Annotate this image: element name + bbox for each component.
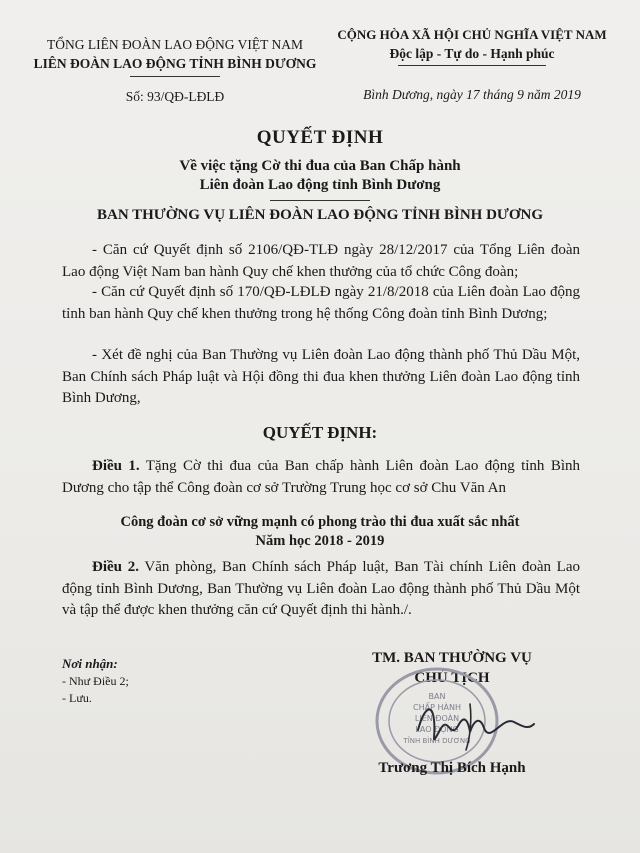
signer-name: Trương Thị Bích Hạnh <box>378 760 526 776</box>
subject-line-2: Liên đoàn Lao động tỉnh Bình Dương <box>199 177 441 193</box>
issuing-authority: BAN THƯỜNG VỤ LIÊN ĐOÀN LAO ĐỘNG TỈNH BÌNH DƯƠNG <box>96 207 544 223</box>
signature-position: CHỦ TỊCH <box>414 670 490 686</box>
seal-line: CHẤP HÀNH <box>413 703 461 712</box>
article-1-text: Tặng Cờ thi đua của Ban chấp hành Liên đoàn Lao động tỉnh Bình Dương cho tập thể Công đoàn cơ sở Trường Trung học cơ sở Chu Văn An <box>62 458 580 496</box>
recipient-item: - Lưu. <box>62 691 92 705</box>
title-underline <box>270 200 370 201</box>
subject-line-1: Về việc tặng Cờ thi đua của Ban Chấp hành <box>179 158 461 174</box>
place-date: Bình Dương, ngày 17 tháng 9 năm 2019 <box>363 87 581 102</box>
article-2-text: Văn phòng, Ban Chính sách Pháp luật, Ban Tài chính Liên đoàn Lao động tỉnh Bình Dương, Ban Thường vụ Liên đoàn Lao động thành phố Thủ Dầu Một và tập thể được khen thưởng căn cứ Quyết định thi hành./. <box>62 559 580 618</box>
article-2-label: Điều 2. <box>92 559 139 575</box>
recipient-item: - Như Điều 2; <box>62 674 129 688</box>
signature-on-behalf: TM. BAN THƯỜNG VỤ <box>372 650 532 666</box>
basis-2: - Căn cứ Quyết định số 170/QĐ-LĐLĐ ngày 21/8/2018 của Liên đoàn Lao động tỉnh ban hành Quy chế khen thưởng trong hệ thống Công đoàn tỉnh Bình Dương; <box>62 284 580 322</box>
seal-line: LIÊN ĐOÀN <box>414 714 460 723</box>
org-underline <box>130 76 220 77</box>
seal-line: TỈNH BÌNH DƯƠNG <box>403 737 471 745</box>
org-parent: TỔNG LIÊN ĐOÀN LAO ĐỘNG VIỆT NAM <box>47 37 303 52</box>
org-name: LIÊN ĐOÀN LAO ĐỘNG TỈNH BÌNH DƯƠNG <box>33 56 317 71</box>
basis-1: - Căn cứ Quyết định số 2106/QĐ-TLĐ ngày 28/12/2017 của Tổng Liên đoàn Lao động Việt Nam ban hành Quy chế khen thưởng của tổ chức Công đoàn; <box>62 242 580 280</box>
motto: Độc lập - Tự do - Hạnh phúc <box>389 46 555 61</box>
award-year: Năm học 2018 - 2019 <box>255 533 385 549</box>
motto-underline <box>398 65 546 66</box>
seal-line: BAN <box>428 692 446 701</box>
handwritten-signature-icon <box>410 690 540 760</box>
article-1-label: Điều 1. <box>92 458 140 474</box>
decision-heading: QUYẾT ĐỊNH: <box>262 423 378 442</box>
basis-3: - Xét đề nghị của Ban Thường vụ Liên đoàn Lao động thành phố Thủ Dầu Một, Ban Chính sách Pháp luật và Hội đồng thi đua khen thưởng Liên đoàn Lao động tỉnh Bình Dương, <box>62 347 580 406</box>
country-name: CỘNG HÒA XÃ HỘI CHỦ NGHĨA VIỆT NAM <box>337 27 607 42</box>
article-2 <box>62 557 580 622</box>
article-1 <box>62 456 580 499</box>
recipients-label: Nơi nhận: <box>62 656 118 671</box>
award-title: Công đoàn cơ sở vững mạnh có phong trào thi đua xuất sắc nhất <box>120 514 520 530</box>
seal-line: LAO ĐỘNG <box>415 725 459 734</box>
doc-number: Số: 93/QĐ-LĐLĐ <box>125 89 225 104</box>
document-title: QUYẾT ĐỊNH <box>256 127 384 148</box>
